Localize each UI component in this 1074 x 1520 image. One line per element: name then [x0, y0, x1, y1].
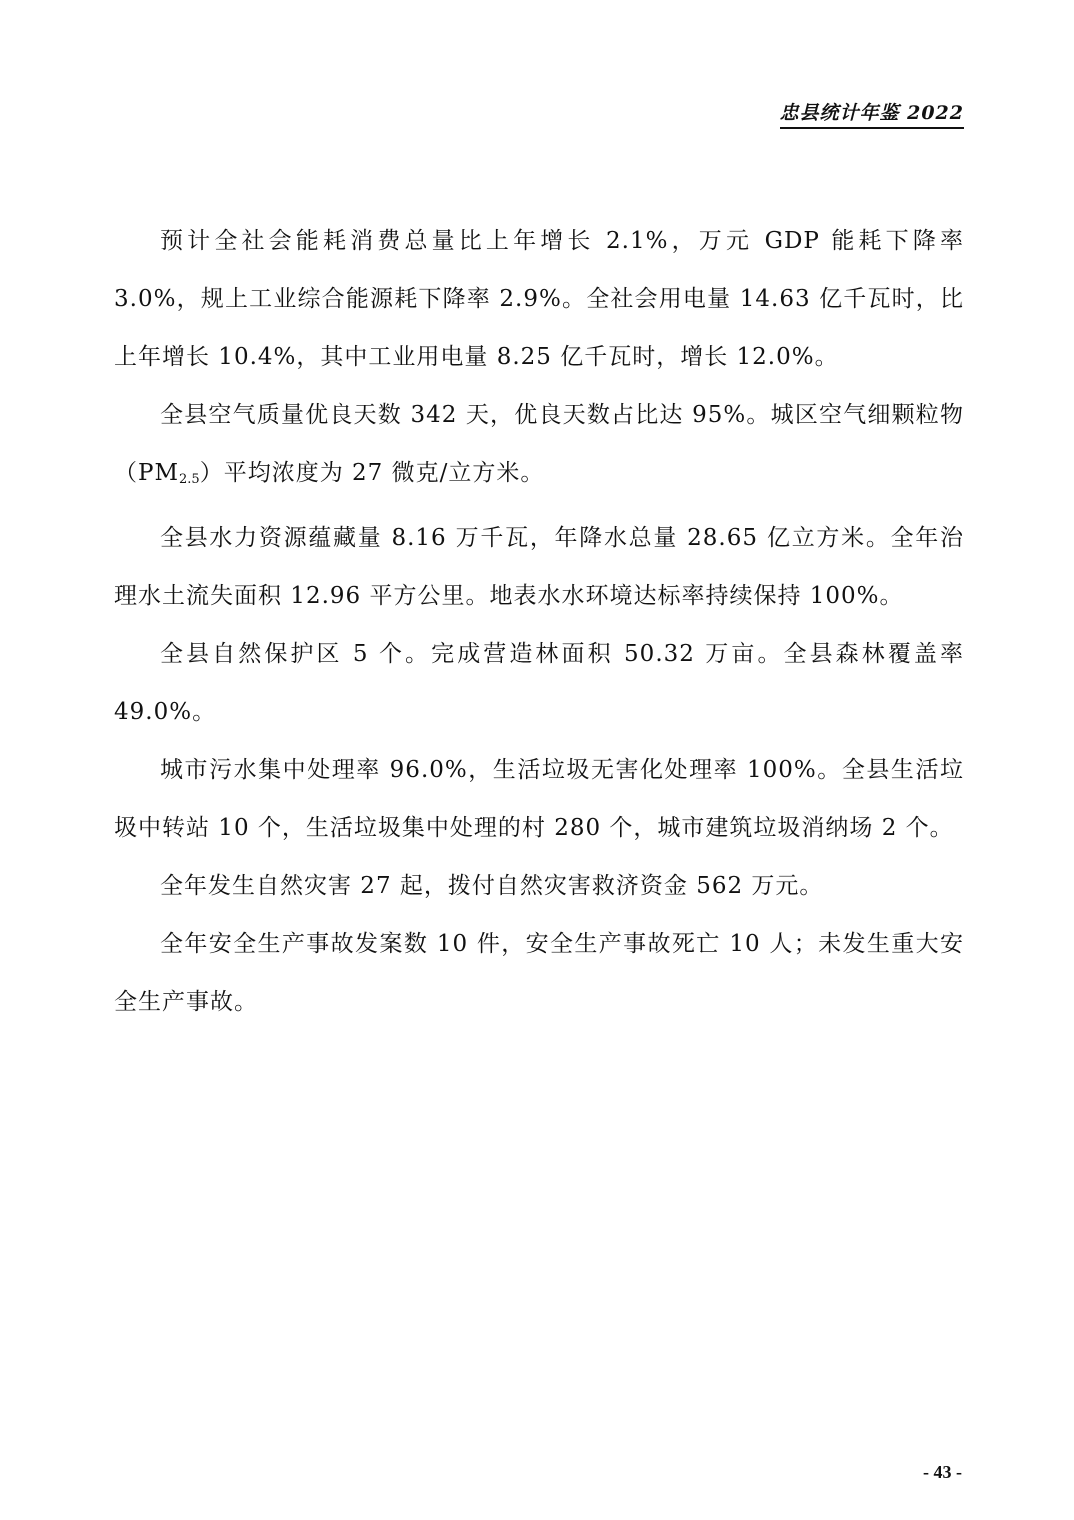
paragraph-nature-reserves: 全县自然保护区 5 个。完成营造林面积 50.32 万亩。全县森林覆盖率 49.0%。	[114, 641, 964, 725]
main-text	[114, 212, 964, 1031]
paragraph-work-safety: 全年安全生产事故发案数 10 件，安全生产事故死亡 10 人；未发生重大安全生产事故。	[114, 931, 964, 1015]
paragraph-natural-disasters: 全年发生自然灾害 27 起，拨付自然灾害救济资金 562 万元。	[160, 873, 824, 899]
yearbook-header-title: 忠县统计年鉴 2022	[780, 100, 965, 129]
air-quality-text: 全县空气质量优良天数 342 天，优良天数占比达 95%。城区空气细颗粒物（PM	[114, 402, 964, 486]
paragraph-water-resources: 全县水力资源蕴藏量 8.16 万千瓦，年降水总量 28.65 亿立方米。全年治理水土流失面积 12.96 平方公里。地表水水环境达标率持续保持 100%。	[114, 525, 964, 609]
paragraph-energy: 预计全社会能耗消费总量比上年增长 2.1%，万元 GDP 能耗下降率 3.0%，规上工业综合能源耗下降率 2.9%。全社会用电量 14.63 亿千瓦时，比上年增长 10.4%，其中工业用电量 8.25 亿千瓦时，增长 12.0%。	[114, 228, 964, 370]
pm-subscript: 2.5	[179, 472, 200, 487]
page-number: - 43 -	[923, 1462, 962, 1482]
paragraph-waste-treatment: 城市污水集中处理率 96.0%，生活垃圾无害化处理率 100%。全县生活垃圾中转站 10 个，生活垃圾集中处理的村 280 个，城市建筑垃圾消纳场 2 个。	[114, 757, 964, 841]
paragraph-air-quality	[114, 386, 964, 509]
air-quality-text-end: ）平均浓度为 27 微克/立方米。	[199, 460, 545, 486]
